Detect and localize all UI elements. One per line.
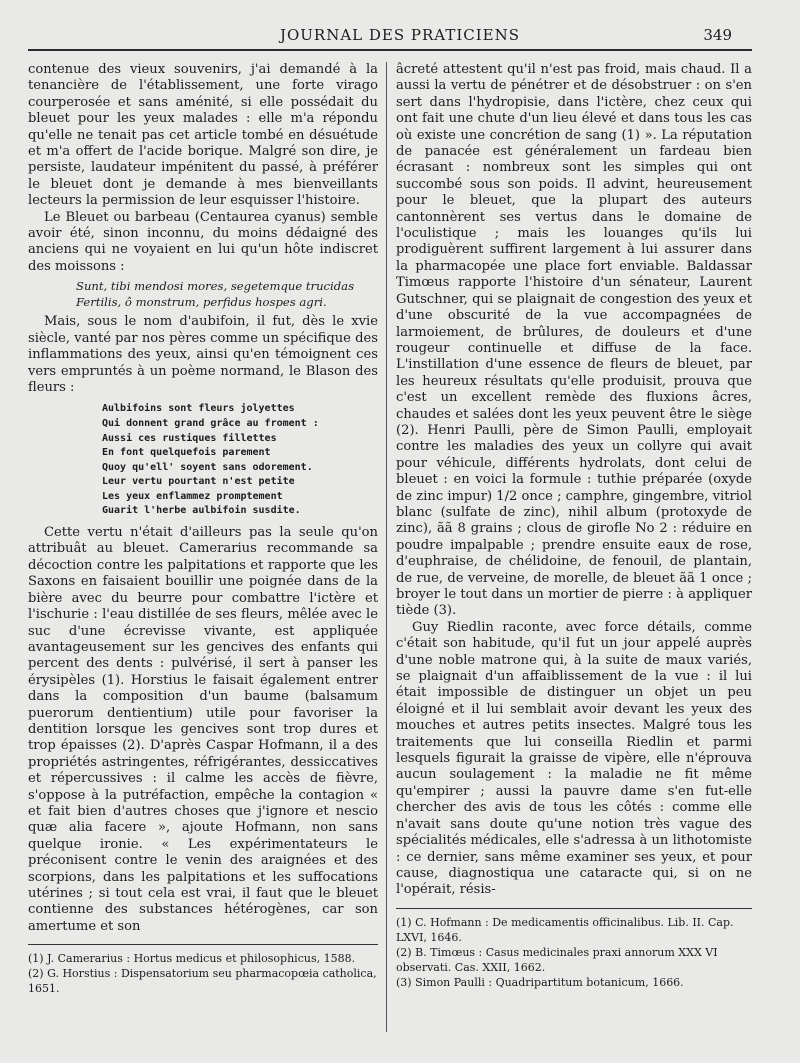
page-number: 349 [703,26,732,44]
column-divider [386,62,387,1032]
page-header [28,26,772,44]
poem-line: Les yeux enflammez promptement [102,490,283,502]
right-column [396,62,752,990]
left-column [28,62,378,996]
left-paragraph-1: contenue des vieux souvenirs, j'ai demandé à la tenancière de l'établissement, une forte virago courperosée et sans aménité, si elle possédait du bleuet pour les yeux malades : elle m'a répondu qu'elle ne tenait pas cet article tombé en désuétude et m'a offert de l'acide borique. Malgré son dire, je persiste, laudateur impénitent du passé, à préférer le bleuet dont je demande à mes bienveillants lecteurs la permission de leur esquisser l'histoire. [28,62,378,209]
right-paragraph-2: Guy Riedlin raconte, avec force détails, comme c'était son habitude, qu'il fut un jour appelé auprès d'une noble matrone qui, à la suite de maux variés, se plaignait d'un affaiblissement de la vue : il lui était impossible de distinguer un objet un peu éloigné et il lui semblait avoir devant les yeux des mouches et autres petits insectes. Malgré tous les traitements que lui conseilla Riedlin et parmi lesquels figurait la graisse de vipère, elle n'éprouva aucun soulagement : la maladie ne fit même qu'empirer ; aussi la pauvre dame s'en fut-elle chercher des avis de tous les côtés : comme elle n'avait sans doute qu'une notion très vague des spécialités médicales, elle s'adressa à un lithotomiste : ce dernier, sans même examiner ses yeux, et pour cause, diagnostiqua une cataracte qui, si on ne l'opérait, résis- [396,619,752,898]
poem-line: Guarit l'herbe aulbifoin susdite. [102,505,301,517]
footnote: (3) Simon Paulli : Quadripartitum botanicum, 1666. [396,975,684,989]
latin-verse-line: Sunt, tibi mendosi mores, segetemque trucidas [76,279,355,294]
left-paragraph-4: Cette vertu n'était d'ailleurs pas la seule qu'on attribuât au bleuet. Camerarius recommande sa décoction contre les palpitations et rapporte que les Saxons en faisaient bouillir une poignée dans de la bière avec du beurre pour combattre l'ictère et l'ischurie : l'eau distillée de ses fleurs, mêlée avec le suc d'une écrevisse vivante, est appliquée avantageusement sur les gencives des enfants qui percent des dents : pulvérisé, il sert à panser les érysipèles (1). Horstius le faisait également entrer dans la composition d'un baume (balsamum puerorum dentientium) utile pour favoriser la dentition lorsque les gencives sont trop dures et trop épaisses (2). D'après Caspar Hofmann, il a des propriétés astringentes, réfrigérantes, dessiccatives et répercussives : il calme les accès de fièvre, s'oppose à la putréfaction, empêche la contagion « et fait bien d'autres choses que j'ignore et nescio quæ alia facere », ajoute Hofmann, non sans quelque ironie. « Les expérimentateurs le préconisent contre le venin des araignées et des scorpions, dans les palpitations et les suffocations utérines ; si tout cela est vrai, il faut que le bleuet contienne des substances hétérogènes, car son amertume et son [28,525,378,934]
latin-quotation [76,279,378,310]
latin-verse-line: Fertilis, ô monstrum, perfidus hospes agri. [76,294,327,309]
poem-line: En font quelquefois parement [102,447,271,459]
poem-line: Qui donnent grand grâce au froment : [102,417,319,429]
poem-line: Aussi ces rustiques fillettes [102,432,277,444]
left-paragraph-3: Mais, sous le nom d'aubifoin, il fut, dès le xvie siècle, vanté par nos pères comme un spécifique des inflammations des yeux, ainsi qu'en témoignent ces vers empruntés à un poème normand, le Blason des fleurs : [28,314,378,395]
running-title: JOURNAL DES PRATICIENS [279,26,521,44]
footnote: (1) J. Camerarius : Hortus medicus et philosophicus, 1588. [28,952,356,966]
poem-line: Leur vertu pourtant n'est petite [102,476,295,488]
footnote: (1) C. Hofmann : De medicamentis officinalibus. Lib. II. Cap. LXVI, 1646. [396,915,734,944]
left-paragraph-2: Le Bleuet ou barbeau (Centaurea cyanus) semble avoir été, sinon inconnu, du moins dédaigné des anciens qui ne voyaient en lui qu'un hôte indiscret des moissons : [28,209,378,274]
footnote: (2) G. Horstius : Dispensatorium seu pharmacopœia catholica, 1651. [28,967,377,996]
right-paragraph-1: âcreté attestent qu'il n'est pas froid, mais chaud. Il a aussi la vertu de pénétrer et de désobstruer : on s'en sert dans l'hydropisie, dans l'ictère, chez ceux qui ont fait une chute d'un lieu élevé et dans tous les cas où existe une concrétion de sang (1) ». La réputation de panacée est généralement un fardeau bien écrasant : nombreux sont les simples qui ont succombé sous son poids. Il advint, heureusement pour le bleuet, que la plupart des auteurs cantonnèrent ses vertus dans le domaine de l'oculistique ; mais les louanges qu'ils lui prodiguèrent suffirent largement à lui assurer dans la pharmacopée une place fort enviable. Baldassar Timœus rapporte l'histoire d'un sénateur, Laurent Gutschner, qui se plaignait de congestion des yeux et d'une obscurité de la vue accompagnées de larmoiement, de brûlures, de douleurs et d'une rougeur continuelle et diffuse de la face. L'instillation d'une essence de fleurs de bleuet, par les heureux résultats qu'elle produisit, prouva que c'est un excellent remède des fluxions âcres, chaudes et salées dont les yeux peuvent être le siège (2). Henri Paulli, père de Simon Paulli, employait contre les maladies des yeux un collyre qui avait pour véhicule, différents hydrolats, dont celui de bleuet : en voici la formule : tuthie préparée (oxyde de zinc impur) 1/2 once ; camphre, gingembre, vitriol blanc (sulfate de zinc), nihil album (protoxyde de zinc), ãã 8 grains ; clous de girofle No 2 : réduire en poudre impalpable ; prendre ensuite eaux de rose, d'euphraise, de chélidoine, de fenouil, de plantain, de rue, de verveine, de morelle, de bleuet ãã 1 once ; broyer le tout dans un mortier de pierre : à appliquer tiède (3). [396,62,752,619]
footnote-rule [396,908,752,909]
footnote: (2) B. Timœus : Casus medicinales praxi annorum XXX VI observati. Cas. XXII, 1662. [396,945,718,974]
footnote-rule [28,944,378,945]
blason-poem [102,402,378,519]
poem-line: Quoy qu'ell' soyent sans odorement. [102,461,313,473]
header-rule [28,49,752,51]
poem-line: Aulbifoins sont fleurs jolyettes [102,403,295,415]
